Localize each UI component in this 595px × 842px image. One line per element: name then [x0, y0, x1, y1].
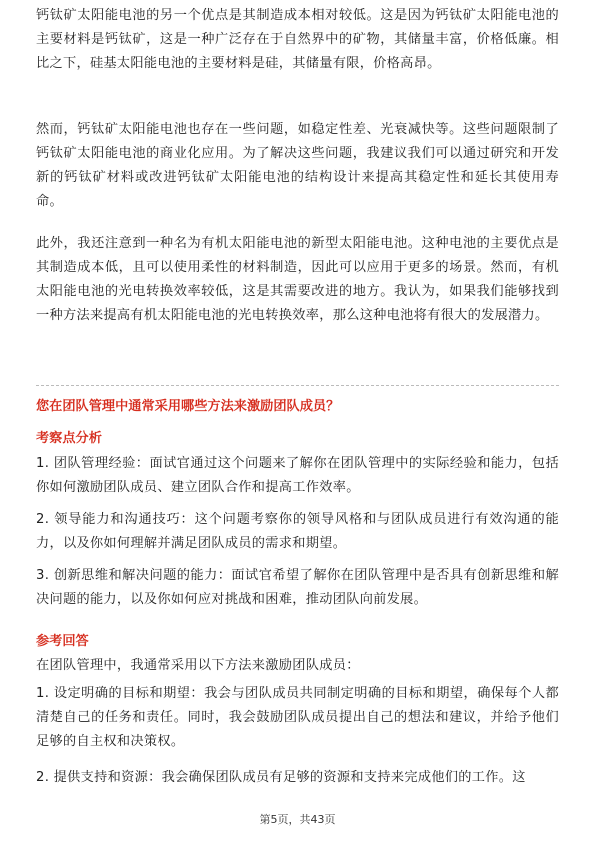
answer-heading: 参考回答: [36, 634, 89, 649]
analysis-item: 2. 领导能力和沟通技巧：这个问题考察你的领导风格和与团队成员进行有效沟通的能力，以及你如何理解并满足团队成员的需求和期望。: [36, 512, 559, 551]
answer-item: 2. 提供支持和资源：我会确保团队成员有足够的资源和支持来完成他们的工作。这: [36, 770, 526, 785]
body-paragraph: 钙钛矿太阳能电池的另一个优点是其制造成本相对较低。这是因为钙钛矿太阳能电池的主要材料是钙钛矿，这是一种广泛存在于自然界中的矿物，其储量丰富，价格低廉。相比之下，硅基太阳能电池的主要材料是硅，其储量有限，价格高昂。: [36, 8, 559, 71]
answer-intro: 在团队管理中，我通常采用以下方法来激励团队成员：: [36, 658, 360, 673]
interview-question: 您在团队管理中通常采用哪些方法来激励团队成员？: [36, 399, 340, 414]
analysis-item: 1. 团队管理经验：面试官通过这个问题来了解你在团队管理中的实际经验和能力，包括你如何激励团队成员、建立团队合作和提高工作效率。: [36, 456, 559, 495]
analysis-item: 3. 创新思维和解决问题的能力：面试官希望了解你在团队管理中是否具有创新思维和解决问题的能力，以及你如何应对挑战和困难，推动团队向前发展。: [36, 568, 559, 607]
section-divider: [36, 385, 559, 386]
analysis-heading: 考察点分析: [36, 431, 102, 446]
body-paragraph: 此外，我还注意到一种名为有机太阳能电池的新型太阳能电池。这种电池的主要优点是其制造成本低，且可以使用柔性的材料制造，因此可以应用于更多的场景。然而，有机太阳能电池的光电转换效率较低，这是其需要改进的地方。我认为，如果我们能够找到一种方法来提高有机太阳能电池的光电转换效率，那么这种电池将有很大的发展潜力。: [36, 236, 559, 323]
answer-item: 1. 设定明确的目标和期望：我会与团队成员共同制定明确的目标和期望，确保每个人都清楚自己的任务和责任。同时，我会鼓励团队成员提出自己的想法和建议，并给予他们足够的自主权和决策权。: [36, 686, 559, 749]
body-paragraph: 然而，钙钛矿太阳能电池也存在一些问题，如稳定性差、光衰减快等。这些问题限制了钙钛矿太阳能电池的商业化应用。为了解决这些问题，我建议我们可以通过研究和开发新的钙钛矿材料或改进钙钛矿太阳能电池的结构设计来提高其稳定性和延长其使用寿命。: [36, 122, 559, 209]
page-number: 第5页，共43页: [259, 813, 336, 826]
